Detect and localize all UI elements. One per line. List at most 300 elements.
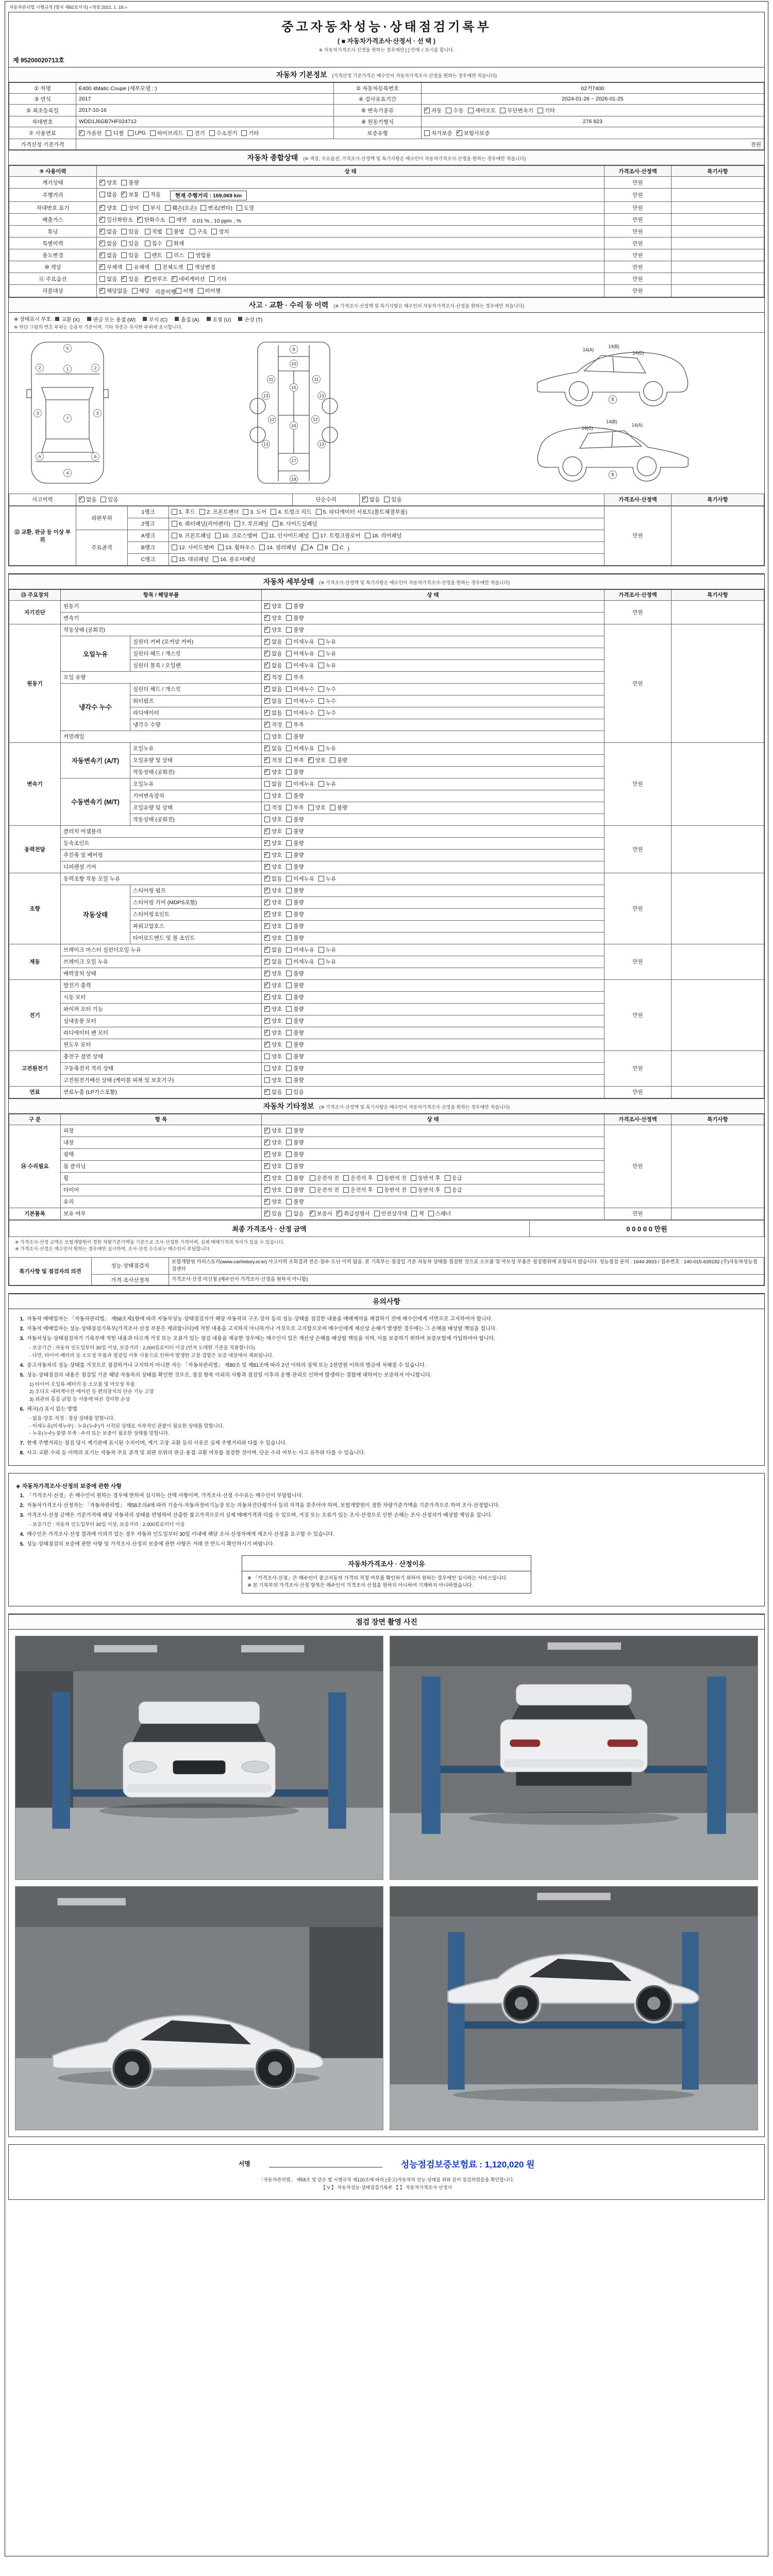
checkbox-침수[interactable] [145,240,162,247]
text: ② 자동차등록번호 [356,85,399,92]
checkbox-불량[interactable] [286,1017,304,1025]
text: 추진축 및 베어링 [63,852,103,858]
checkbox-양호[interactable] [264,1127,282,1134]
item-status [262,956,604,968]
part-number-label: 14(A) [582,347,594,352]
checkbox-불량[interactable] [286,851,304,859]
checkbox-동반석 전[interactable] [377,1186,407,1194]
checkbox-label: 미세누유 [293,745,314,752]
text: 브레이크 오일 누유 [63,959,108,965]
checkbox-box [286,1199,292,1205]
checkbox-불량[interactable] [286,768,304,776]
checkbox-label: 잭 [418,1211,424,1217]
checkbox-box [264,959,270,964]
device-group [9,944,61,979]
item-label [61,612,262,624]
checkbox-운전석 후[interactable] [343,1186,373,1194]
checkbox-기타[interactable] [537,107,555,114]
table-cell [76,105,334,116]
notice-sub-item: - 보증기간 : 자동차 인도일부터 30일 이상, 보증거리 : 2,000킬로미터 이상 [29,1522,185,1528]
checkbox-양호[interactable] [264,981,282,989]
checkbox-있음[interactable] [121,228,139,235]
checkbox-양호[interactable] [308,804,326,811]
checkbox-부족[interactable] [286,756,304,764]
checkbox-불량[interactable] [286,887,304,894]
checkbox-전체도색[interactable] [155,263,183,271]
checkbox-18. 리어패널[interactable] [365,532,402,539]
checkbox-label: 없음 [272,686,282,692]
checkbox-누유[interactable] [318,744,336,752]
checkbox-불량[interactable] [121,179,139,187]
checkbox-하이브리드[interactable] [150,129,183,137]
checkbox-없음[interactable] [264,662,282,669]
checkbox-6. 쿼터패널(리어펜더)[interactable] [172,520,230,528]
part-number-label: 14(C) [581,425,593,431]
checkbox-미세누유[interactable] [286,946,314,954]
checkbox-box [500,108,506,113]
checkbox-구조[interactable] [190,228,207,235]
inspector-opinion-table [9,1257,764,1286]
checkbox-해당없음[interactable] [99,287,128,295]
checkbox-누유[interactable] [318,958,336,965]
checkbox-많음[interactable] [99,191,117,198]
checkbox-동반석 전[interactable] [377,1174,407,1182]
checkbox-LPG[interactable] [128,130,146,136]
item-subgroup [61,742,130,778]
checkbox-양호[interactable] [264,1029,282,1037]
checkbox-불량[interactable] [286,863,304,871]
checkbox-양호[interactable] [264,1150,282,1158]
table-cell [97,202,604,214]
checkbox-미세누유[interactable] [286,650,314,657]
checkbox-없음[interactable] [264,958,282,965]
checkbox-일산화탄소[interactable] [99,216,133,224]
checkbox-해당[interactable] [132,287,149,295]
checkbox-13. 휠하우스[interactable] [218,544,255,551]
checkbox-8. 사이드실패널[interactable] [273,520,317,528]
checkbox-운전석 전[interactable] [310,1174,340,1182]
checkbox-box [286,745,292,751]
checkbox-B[interactable] [317,545,328,551]
checkbox-양호[interactable] [264,970,282,977]
special-note [671,1086,764,1098]
item-status [262,1039,604,1050]
text: 최종 가격조사 · 산정 금액 [232,1225,307,1233]
checkbox-15. 대쉬패널[interactable] [172,555,209,563]
checkbox-10. 크로스멤버[interactable] [215,532,257,539]
checkbox-미세누수[interactable] [286,709,314,717]
checkbox-탄화수소[interactable] [137,216,165,224]
overall-condition-table [9,165,764,297]
checkbox-없음[interactable] [264,650,282,657]
checkbox-자동[interactable] [424,107,442,114]
checkbox-label: 불량 [293,828,304,835]
checkbox-4. 트렁크 리드[interactable] [271,508,311,516]
checkbox-없음[interactable] [99,228,117,235]
checkbox-양호[interactable] [264,1053,282,1060]
section-accident-note: (※ 가격조사·산정액 및 특기사항은 매수인이 자동차가격조사·산정을 원하는 경우에만 적습니다) [333,303,525,309]
checkbox-label: 수소전기 [216,130,238,137]
text: ⑬ 주요장치 [21,592,49,598]
checkbox-label: 세미오토 [475,107,496,114]
checkbox-양호[interactable] [264,887,282,894]
checkbox-기타[interactable] [241,129,259,137]
checkbox-누수[interactable] [318,685,336,693]
text-line: ※ 가격조사·산정 금액은 보험개발원이 정한 차량기준가액을 기준으로 조사·산정한 가격이며, 실제 매매가격과 차이가 있을 수 있습니다. [15,1239,285,1245]
checkbox-없음[interactable] [264,685,282,693]
checkbox-16. 플로어패널[interactable] [213,555,255,563]
price-notice-heading: ◈ 자동차가격조사·산정의 보증에 관한 사항 [16,1483,122,1490]
checkbox-네비게이션[interactable] [172,275,205,283]
checkbox-양호[interactable] [264,792,282,800]
part-number-label: 5 [66,345,69,351]
checkbox-없음[interactable] [264,709,282,717]
checkbox-box [264,1030,270,1036]
checkbox-없음[interactable] [264,1088,282,1096]
checkbox-양호[interactable] [264,768,282,776]
checkbox-있음[interactable] [264,1210,282,1217]
checkbox-누유[interactable] [318,946,336,954]
checkbox-동반석 후[interactable] [411,1174,441,1182]
checkbox-불법[interactable] [166,228,184,235]
checkbox-양호[interactable] [264,733,282,740]
section-detail-note: (※ 가격조사·산정액 및 특기사항은 매수인이 자동차가격조사·산정을 원하는 경우에만 적습니다) [319,580,510,585]
checkbox-불량[interactable] [330,756,347,764]
legend-item-label: 손상 (T) [244,317,263,323]
checkbox-무단변속기[interactable] [500,107,533,114]
checkbox-불량[interactable] [286,899,304,906]
checkbox-불량[interactable] [286,792,304,800]
checkbox-미세누수[interactable] [286,685,314,693]
checkbox-label: 불법 [173,228,184,235]
checkbox-보증서[interactable] [310,1210,332,1217]
checkbox-불량[interactable] [286,1162,304,1170]
checkbox-불량[interactable] [286,1053,304,1060]
checkbox-있음[interactable] [121,275,139,283]
table-cell [9,506,76,565]
checkbox-스패너[interactable] [428,1210,451,1217]
part-number-label: 14(B) [608,344,619,349]
text: 만원 [632,1012,643,1019]
checkbox-없음[interactable] [264,946,282,954]
checkbox-box [106,130,111,136]
table-row [9,249,764,261]
item-status [262,600,604,612]
checkbox-도말[interactable] [237,204,254,212]
text: 보험개발원 카히스토리(www.carhistory.or.kr) 사고이력 조회결과 전손·침수·도난 이력 없음. 본 기록부는 점검일 기준 자동차 상태를 점검한 것으로 소모품 및 마모성 부품은 점검범위에 포함되지 않습니다. 성능점검 문의 : 1644-3933 / 접수번호 : 140-015-639182 (주)자동차성능점검센터 [172,1259,758,1272]
item-status [262,612,604,624]
checkbox-box [264,781,270,787]
checkbox-적음[interactable] [143,191,161,198]
checkbox-5. 라디에이터 서포트(볼트체결부품)[interactable] [316,508,408,516]
checkbox-양호[interactable] [264,626,282,634]
checkbox-유채색[interactable] [126,263,149,271]
checkbox-변조(변타)[interactable] [200,204,232,212]
checkbox-미세누유[interactable] [286,875,314,883]
table-cell [604,589,671,600]
checkbox-양호[interactable] [264,1064,282,1072]
checkbox-누유[interactable] [318,662,336,669]
table-row [9,1208,764,1219]
checkbox-양호[interactable] [264,934,282,942]
checkbox-부족[interactable] [286,673,304,681]
text: 구동축전지 격리 상태 [63,1065,114,1072]
checkbox-수소전기[interactable] [209,129,238,137]
checkbox-box [318,639,324,645]
checkbox-양호[interactable] [264,839,282,847]
checkbox-9. 프론트패널[interactable] [172,532,211,539]
checkbox-보통[interactable] [121,191,139,198]
checkbox-운전석 전[interactable] [310,1186,340,1194]
checkbox-양호[interactable] [264,1017,282,1025]
part-number-label: 8 [611,397,614,402]
checkbox-없음[interactable] [99,251,117,259]
checkbox-box [286,1065,292,1071]
checkbox-3. 도어[interactable] [243,508,266,516]
table-cell [671,285,764,297]
table-cell [604,202,671,214]
checkbox-label: 불량 [293,1042,304,1048]
checkbox-양호[interactable] [264,1174,282,1182]
checkbox-부식[interactable] [143,204,161,212]
checkbox-양호[interactable] [99,204,117,212]
checkbox-label: 불량 [293,1175,304,1181]
checkbox-불량[interactable] [286,981,304,989]
checkbox-적정[interactable] [264,721,282,728]
checkbox-썬루프[interactable] [145,275,167,283]
checkbox-양호[interactable] [264,602,282,610]
notice-item [16,1540,757,1548]
checkbox-양호[interactable] [264,614,282,622]
checkbox-box [286,710,292,716]
checkbox-누유[interactable] [318,650,336,657]
checkbox-box [259,545,265,550]
text: 원동기 [63,603,79,609]
checkbox-기타[interactable] [209,275,227,283]
checkbox-매연[interactable] [169,216,187,224]
checkbox-자가보증[interactable] [424,129,452,137]
checkbox-가솔린[interactable] [79,129,102,137]
checkbox-있음[interactable] [121,251,139,259]
checkbox-7. 루프패널[interactable] [234,520,268,528]
checkbox-양호[interactable] [264,851,282,859]
checkbox-양호[interactable] [264,1162,282,1170]
checkbox-A[interactable] [303,545,313,551]
checkbox-양호[interactable] [264,827,282,835]
checkbox-양호[interactable] [264,922,282,930]
checkbox-무채색[interactable] [99,263,122,271]
checkbox-불량[interactable] [286,614,304,622]
checkbox-box [374,1211,380,1216]
checkbox-불량[interactable] [286,602,304,610]
checkbox-있음[interactable] [100,496,118,503]
checkbox-불량[interactable] [330,804,347,811]
checkbox-응급[interactable] [445,1174,462,1182]
checkbox-양호[interactable] [264,1005,282,1013]
checkbox-14. 필러패널[interactable] [259,544,296,551]
text: 브레이크 마스터 실린더오일 누유 [63,947,141,953]
checkbox-디젤[interactable] [106,129,123,137]
checkbox-적정[interactable] [264,804,282,811]
checkbox-불량[interactable] [286,1076,304,1084]
notice-item [16,1502,757,1510]
table-cell [9,273,97,285]
checkbox-있음[interactable] [384,496,401,503]
checkbox-2. 프론트펜더[interactable] [199,508,239,516]
checkbox-전기[interactable] [187,129,205,137]
checkbox-리스[interactable] [166,251,184,259]
checkbox-이행[interactable] [176,287,193,295]
checkbox-label: 13. 휠하우스 [225,545,256,551]
checkbox-불량[interactable] [286,993,304,1001]
checkbox-없음[interactable] [99,240,117,247]
checkbox-없음[interactable] [264,780,282,788]
checkbox-양호[interactable] [264,1186,282,1194]
checkbox-양호[interactable] [264,1198,282,1206]
checkbox-C[interactable] [332,545,344,551]
checkbox-양호[interactable] [264,863,282,871]
checkbox-미세누유[interactable] [286,744,314,752]
checkbox-양호[interactable] [264,993,282,1001]
checkbox-불량[interactable] [286,1029,304,1037]
checkbox-누유[interactable] [318,780,336,788]
checkbox-없음[interactable] [362,496,380,503]
checkbox-불량[interactable] [286,1198,304,1206]
checkbox-누수[interactable] [318,697,336,705]
checkbox-미이행[interactable] [198,287,221,295]
checkbox-부족[interactable] [286,721,304,728]
checkbox-있음[interactable] [286,1088,304,1096]
checkbox-label: 양호 [315,805,326,811]
item-label [130,742,262,754]
checkbox-화재[interactable] [166,240,184,247]
car-diagrams [9,332,764,494]
checkbox-12. 사이드멤버[interactable] [172,544,214,551]
checkbox-불량[interactable] [286,816,304,823]
checkbox-불량[interactable] [286,1139,304,1146]
checkbox-있음[interactable] [121,240,139,247]
checkbox-수동[interactable] [446,107,463,114]
table-cell [334,127,422,139]
checkbox-취급설명서[interactable] [337,1210,370,1217]
checkbox-불량[interactable] [286,1064,304,1072]
checkbox-양호[interactable] [264,1139,282,1146]
checkbox-없음[interactable] [264,697,282,705]
item-label [61,1039,262,1050]
device-group [9,1125,61,1208]
accident-history-table [9,494,764,506]
checkbox-적정[interactable] [264,673,282,681]
table-cell [604,285,671,297]
item-status [262,991,604,1003]
checkbox-누유[interactable] [318,638,336,646]
checkbox-세미오토[interactable] [468,107,496,114]
checkbox-1. 후드[interactable] [172,508,195,516]
checkbox-box [310,1175,315,1181]
checkbox-미세누유[interactable] [286,662,314,669]
checkbox-17. 트렁크플로어[interactable] [313,532,360,539]
checkbox-양호[interactable] [264,816,282,823]
checkbox-없음[interactable] [264,744,282,752]
text-line: 「자동차관리법」 제58조 및 같은 법 시행규칙 제120조에 따라 (중고)자동차의 성능·상태를 위와 같이 점검하였음을 확인합니다. [259,2177,514,2183]
checkbox-부족[interactable] [286,804,304,811]
checkbox-불량[interactable] [286,1186,304,1194]
checkbox-미세누유[interactable] [286,638,314,646]
checkbox-box [343,1187,349,1193]
checkbox-없음[interactable] [264,875,282,883]
checkbox-불량[interactable] [286,922,304,930]
item-status [262,908,604,920]
checkbox-잭[interactable] [411,1210,424,1217]
text: 동력조향 작동 오일 누유 [63,876,121,882]
checkbox-11. 인사이드패널[interactable] [262,532,309,539]
checkbox-적정[interactable] [264,756,282,764]
checkbox-box [286,1175,292,1181]
checkbox-훼손(오손)[interactable] [165,204,197,212]
checkbox-색상변경[interactable] [187,263,215,271]
signature-line[interactable] [269,2160,382,2167]
checkbox-적법[interactable] [145,228,162,235]
checkbox-box [446,108,451,113]
checkbox-label: 불량 [293,1030,304,1036]
checkbox-장치[interactable] [211,228,229,235]
checkbox-양호[interactable] [264,1076,282,1084]
checkbox-영업용[interactable] [188,251,211,259]
checkbox-불량[interactable] [286,1150,304,1158]
checkbox-없음[interactable] [264,638,282,646]
checkbox-불량[interactable] [286,1174,304,1182]
checkbox-불량[interactable] [286,1127,304,1134]
checkbox-box [264,745,270,751]
checkbox-불량[interactable] [286,934,304,942]
checkbox-미세누유[interactable] [286,780,314,788]
checkbox-label: 18. 리어패널 [372,533,402,539]
table-cell [9,105,76,116]
checkbox-불량[interactable] [286,626,304,634]
checkbox-누수[interactable] [318,709,336,717]
checkbox-불량[interactable] [286,827,304,835]
checkbox-누유[interactable] [318,875,336,883]
checkbox-응급[interactable] [445,1186,462,1194]
checkbox-label: 렌트 [152,252,162,259]
checkbox-box [145,241,150,246]
checkbox-불량[interactable] [286,839,304,847]
checkbox-양호[interactable] [99,179,117,187]
checkbox-상이[interactable] [121,204,139,212]
checkbox-안전삼각대[interactable] [374,1210,408,1217]
checkbox-box [286,793,292,799]
checkbox-불량[interactable] [286,970,304,977]
checkbox-운전석 후[interactable] [343,1174,373,1182]
checkbox-미세누유[interactable] [286,958,314,965]
checkbox-보험사보증[interactable] [457,129,490,137]
checkbox-box [365,533,371,538]
checkbox-동반석 후[interactable] [411,1186,441,1194]
checkbox-없음[interactable] [79,496,96,503]
checkbox-불량[interactable] [286,1041,304,1048]
checkbox-불량[interactable] [286,733,304,740]
checkbox-양호[interactable] [264,1041,282,1048]
checkbox-양호[interactable] [264,899,282,906]
checkbox-양호[interactable] [308,756,326,764]
checkbox-없음[interactable] [286,1210,304,1217]
checkbox-렌트[interactable] [145,251,162,259]
checkbox-불량[interactable] [286,910,304,918]
checkbox-미세누수[interactable] [286,697,314,705]
checkbox-불량[interactable] [286,1005,304,1013]
checkbox-없음[interactable] [99,275,117,283]
checkbox-양호[interactable] [264,910,282,918]
